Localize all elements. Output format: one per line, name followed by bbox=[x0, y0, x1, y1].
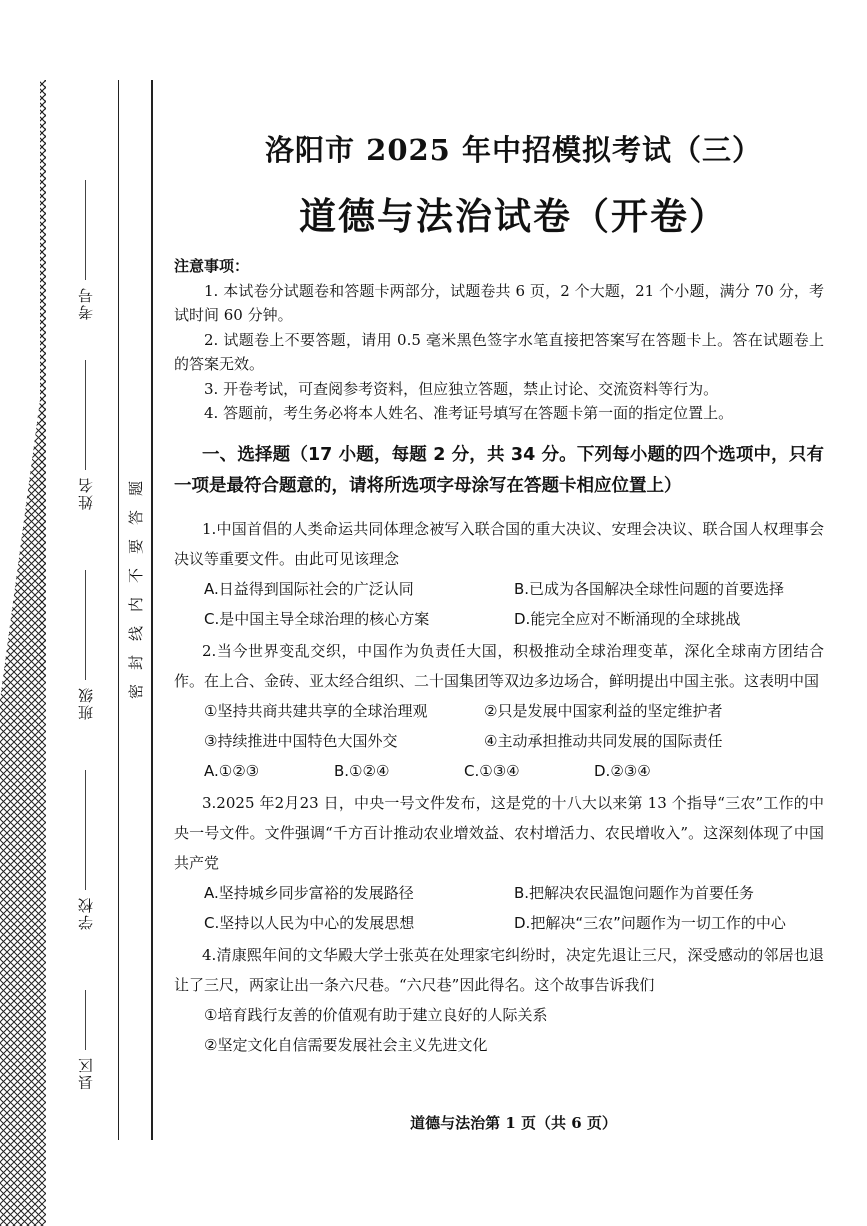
statement: ②只是发展中国家利益的坚定维护者 bbox=[484, 701, 723, 720]
binding-margin-line bbox=[118, 80, 119, 1140]
notice-item: 3. 开卷考试，可查阅参考资料，但应独立答题，禁止讨论、交流资料等行为。 bbox=[204, 379, 719, 398]
seal-instruction: 题 答 要 不 内 线 封 密 bbox=[127, 480, 146, 700]
field-exam-number bbox=[70, 180, 100, 320]
notice-item: 1. 本试卷分试题卷和答题卡两部分，试题卷共 6 页，2 个大题，21 个小题，满分 70 分，考试时间 60 分钟。 bbox=[174, 281, 824, 324]
option-a: A.日益得到国际社会的广泛认同 bbox=[204, 579, 414, 598]
statement: ①培育践行友善的价值观有助于建立良好的人际关系 bbox=[204, 1005, 548, 1024]
question-1 bbox=[174, 514, 824, 634]
question-4 bbox=[174, 940, 824, 1060]
field-label: 班级 bbox=[76, 686, 95, 720]
field-label: 学校 bbox=[76, 896, 95, 930]
field-label: 姓名 bbox=[76, 476, 95, 510]
option-d: D.把解决“三农”问题作为一切工作的中心 bbox=[514, 913, 786, 932]
statement-list bbox=[174, 696, 824, 756]
field-label: 县区 bbox=[76, 1056, 95, 1090]
question-stem: 1.中国首倡的人类命运共同体理念被写入联合国的重大决议、安理会决议、联合国人权理事会决议等重要文件。由此可见该理念 bbox=[174, 519, 824, 568]
option-list bbox=[174, 878, 824, 938]
section-heading: 一、选择题（17 小题，每题 2 分，共 34 分。下列每小题的四个选项中，只有一项是最符合题意的，请将所选项字母涂写在答题卡相应位置上） bbox=[174, 444, 824, 496]
field-label: 考号 bbox=[76, 286, 95, 320]
statement: ②坚定文化自信需要发展社会主义先进文化 bbox=[204, 1035, 488, 1054]
field-district bbox=[70, 990, 100, 1090]
page-footer: 道德与法治第 1 页（共 6 页） bbox=[410, 1114, 617, 1132]
exam-title: 洛阳市 2025 年中招模拟考试（三） bbox=[265, 133, 762, 167]
notice-heading: 注意事项： bbox=[174, 257, 250, 275]
question-stem: 3.2025 年2月23 日，中央一号文件发布，这是党的十八大以来第 13 个指导“三农”工作的中央一号文件。文件强调“千方百计推动农业增效益、农村增活力、农民增收入”。这深刻体现了中国共产党 bbox=[174, 793, 824, 872]
option-list bbox=[174, 756, 824, 786]
seal-line bbox=[151, 80, 153, 1140]
field-name bbox=[70, 360, 100, 510]
field-class bbox=[70, 570, 100, 720]
page-content bbox=[174, 254, 824, 1060]
option-c: C.是中国主导全球治理的核心方案 bbox=[204, 609, 430, 628]
notice-block bbox=[174, 254, 824, 426]
binding-strip-pattern bbox=[0, 0, 46, 1226]
question-2 bbox=[174, 636, 824, 786]
question-3 bbox=[174, 788, 824, 938]
option-d: D.能完全应对不断涌现的全球挑战 bbox=[514, 609, 741, 628]
option-d: D.②③④ bbox=[594, 761, 651, 780]
option-b: B.①②④ bbox=[334, 761, 390, 780]
exam-subtitle: 道德与法治试卷（开卷） bbox=[299, 195, 728, 238]
option-b: B.把解决农民温饱问题作为首要任务 bbox=[514, 883, 755, 902]
statement: ③持续推进中国特色大国外交 bbox=[204, 731, 398, 750]
option-a: A.①②③ bbox=[204, 761, 260, 780]
statement: ①坚持共商共建共享的全球治理观 bbox=[204, 701, 428, 720]
statement-list bbox=[174, 1000, 824, 1060]
question-stem: 4.清康熙年间的文华殿大学士张英在处理家宅纠纷时，决定先退让三尺，深受感动的邻居也退让了三尺，两家让出一条六尺巷。“六尺巷”因此得名。这个故事告诉我们 bbox=[174, 945, 824, 994]
statement: ④主动承担推动共同发展的国际责任 bbox=[484, 731, 723, 750]
option-c: C.坚持以人民为中心的发展思想 bbox=[204, 913, 415, 932]
notice-item: 4. 答题前，考生务必将本人姓名、准考证号填写在答题卡第一面的指定位置上。 bbox=[204, 404, 734, 422]
question-stem: 2.当今世界变乱交织，中国作为负责任大国，积极推动全球治理变革，深化全球南方团结合作。在上合、金砖、亚太经合组织、二十国集团等双边多边场合，鲜明提出中国主张。这表明中国 bbox=[174, 641, 824, 690]
field-school bbox=[70, 770, 100, 930]
option-b: B.已成为各国解决全球性问题的首要选择 bbox=[514, 579, 785, 598]
option-list bbox=[174, 574, 824, 634]
option-a: A.坚持城乡同步富裕的发展路径 bbox=[204, 883, 414, 902]
notice-item: 2. 试题卷上不要答题，请用 0.5 毫米黑色签字水笔直接把答案写在答题卡上。答在试题卷上的答案无效。 bbox=[174, 330, 824, 373]
option-c: C.①③④ bbox=[464, 761, 520, 780]
